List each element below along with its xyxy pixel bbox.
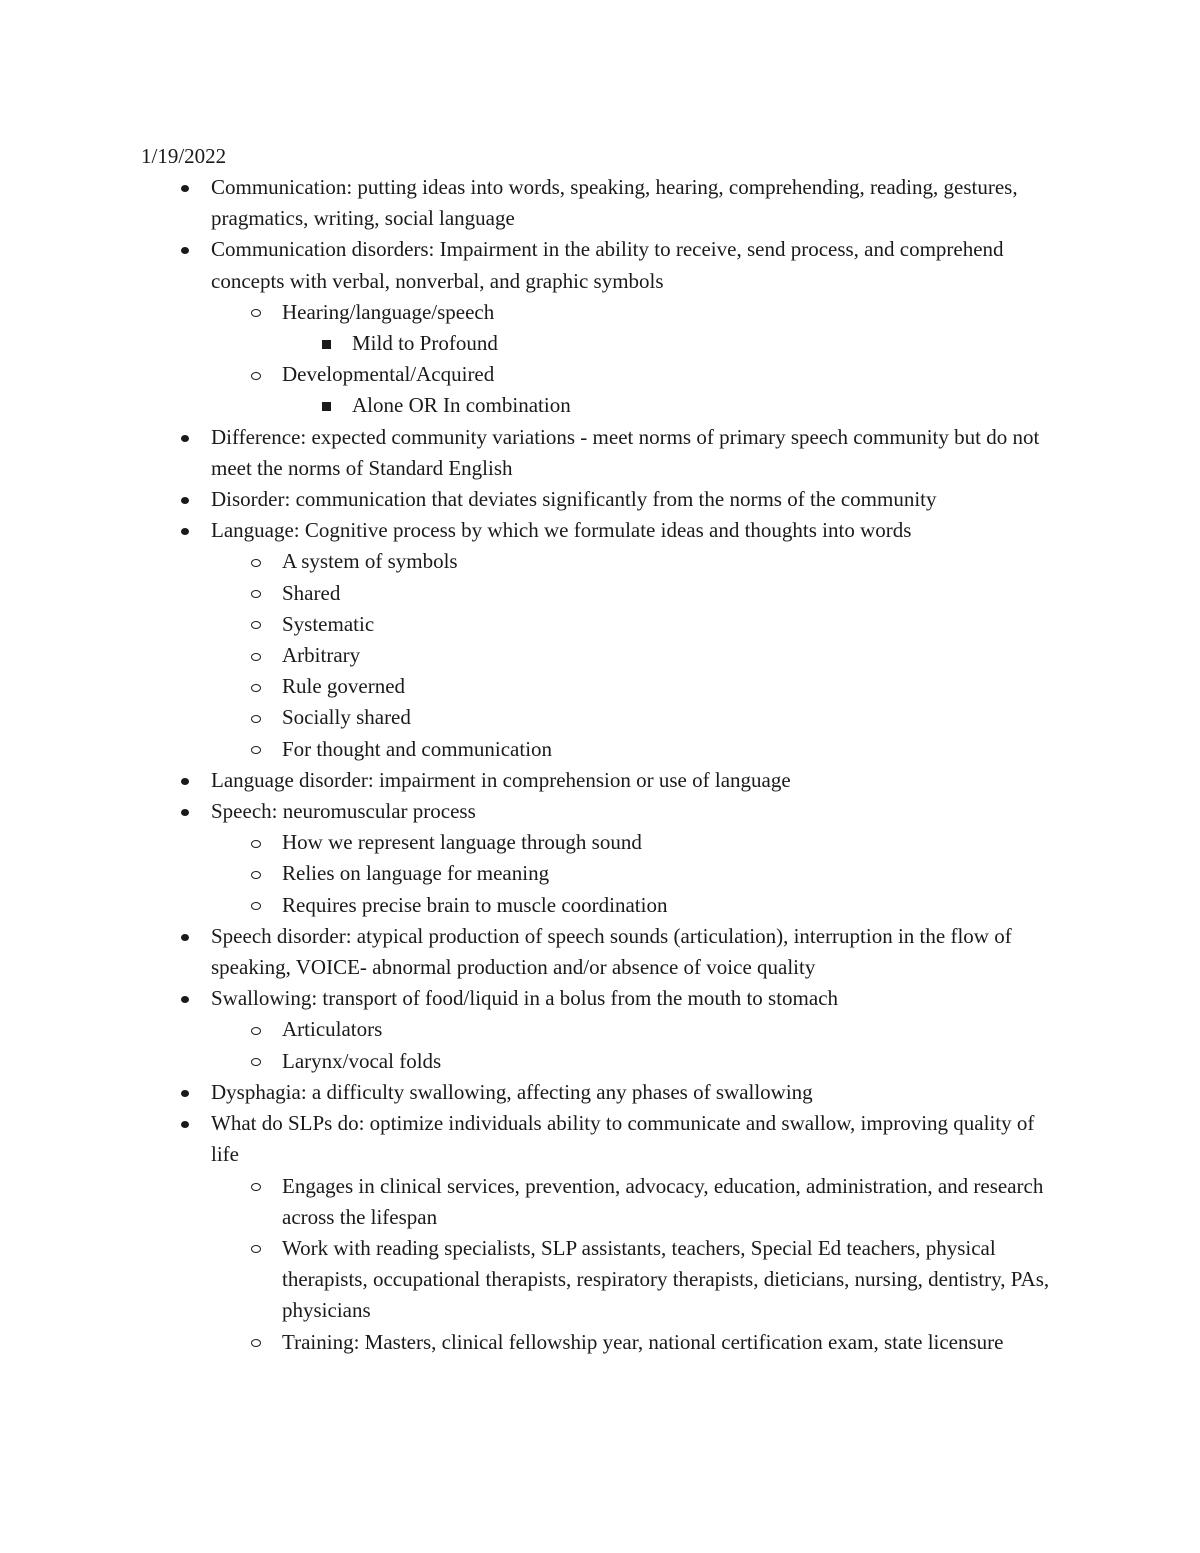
bullet-dot-icon [181,528,189,535]
bullet-circle-icon [251,1027,261,1035]
bullet-marker [249,827,263,858]
list-item-text: Shared [282,580,341,605]
bullet-circle-icon [251,746,261,754]
list-item-text: Larynx/vocal folds [282,1048,442,1073]
list-item-text: Difference: expected community variations - meet norms of primary speech community but do not meet the norms of Standard English [211,424,1040,480]
bullet-square-icon [322,402,331,411]
list-item [0,390,1052,421]
bullet-dot-icon [181,934,189,941]
bullet-dot-icon [181,185,189,192]
list-item-text: How we represent language through sound [282,830,642,855]
list-item-text: Relies on language for meaning [282,861,550,886]
bullet-dot-icon [181,809,189,816]
bullet-marker [249,702,263,733]
list-item [0,609,1062,640]
bullet-circle-icon [251,621,261,629]
bullet-marker [249,1014,263,1045]
bullet-circle-icon [251,372,261,380]
list-item [0,858,1062,889]
notes-list [0,172,1100,1358]
bullet-circle-icon [251,684,261,692]
bullet-circle-icon [251,715,261,723]
bullet-circle-icon [251,1245,261,1253]
list-item [0,640,1062,671]
bullet-marker [178,172,192,203]
list-item [0,734,1062,765]
note-date: 1/19/2022 [141,144,227,168]
bullet-circle-icon [251,590,261,598]
list-item [0,890,1062,921]
list-item-text: Communication: putting ideas into words, speaking, hearing, comprehending, reading, gestures, pragmatics, writing, social language [211,175,1018,231]
bullet-circle-icon [251,1339,261,1347]
bullet-circle-icon [251,1058,261,1066]
bullet-marker [249,609,263,640]
bullet-marker [249,297,263,328]
list-item [0,921,1061,983]
list-item-text: Requires precise brain to muscle coordination [282,892,668,917]
list-item-text: Swallowing: transport of food/liquid in a bolus from the mouth to stomach [211,986,839,1011]
bullet-circle-icon [251,559,261,567]
list-item [0,515,1061,546]
list-item [0,796,1061,827]
bullet-marker [319,390,333,421]
bullet-marker [249,640,263,671]
list-item [0,546,1062,577]
bullet-marker [249,1233,263,1264]
bullet-marker [178,422,192,453]
list-item [0,702,1062,733]
bullet-dot-icon [181,1121,189,1128]
bullet-marker [249,1046,263,1077]
bullet-dot-icon [181,1090,189,1097]
list-item [0,765,1061,796]
bullet-square-icon [322,340,331,349]
bullet-marker [249,1171,263,1202]
bullet-dot-icon [181,996,189,1003]
list-item-text: A system of symbols [282,549,458,574]
list-item-text: Mild to Profound [352,331,498,356]
bullet-marker [178,1108,192,1139]
list-item-text: Developmental/Acquired [282,362,495,387]
bullet-marker [178,515,192,546]
list-item-text: Socially shared [282,705,411,730]
bullet-marker [178,1077,192,1108]
bullet-dot-icon [181,435,189,442]
list-item-text: Training: Masters, clinical fellowship year, national certification exam, state licensure [282,1329,1004,1354]
list-item-text: Disorder: communication that deviates significantly from the norms of the community [211,487,937,512]
list-item [0,827,1062,858]
list-item [0,1327,1062,1358]
list-item-text: Speech disorder: atypical production of speech sounds (articulation), interruption in the flow of speaking, VOICE- abnormal production and/or absence of voice quality [211,923,1012,980]
list-item-text: Alone OR In combination [352,393,571,418]
list-item [0,484,1061,515]
list-item [0,1014,1062,1045]
bullet-circle-icon [251,902,261,910]
list-item-text: Communication disorders: Impairment in the ability to receive, send process, and comprehend concepts with verbal, nonverbal, and graphic symbols [211,237,1004,293]
list-item-text: Language disorder: impairment in comprehension or use of language [211,767,791,792]
list-item-text: Engages in clinical services, prevention, advocacy, education, administration, and research across the lifespan [282,1173,1044,1229]
bullet-marker [249,890,263,921]
list-item [0,1108,1061,1170]
bullet-marker [319,328,333,359]
bullet-marker [178,796,192,827]
bullet-circle-icon [251,309,261,317]
bullet-marker [249,359,263,390]
list-item [0,422,1061,484]
list-item-text: Rule governed [282,674,406,699]
bullet-marker [249,546,263,577]
bullet-marker [178,765,192,796]
list-item-text: Systematic [282,611,375,636]
list-item [0,578,1062,609]
list-item-text: Hearing/language/speech [282,299,495,324]
list-item-text: Articulators [282,1017,383,1042]
bullet-marker [249,671,263,702]
list-item [0,671,1062,702]
bullet-circle-icon [251,871,261,879]
bullet-marker [249,734,263,765]
bullet-dot-icon [181,778,189,785]
bullet-marker [178,921,192,952]
list-item [0,234,1061,296]
list-item [0,328,1052,359]
list-item [0,1233,1062,1327]
list-item-text: For thought and communication [282,736,553,761]
list-item [0,359,1062,390]
bullet-marker [249,1327,263,1358]
list-item [0,1077,1061,1108]
bullet-circle-icon [251,1183,261,1191]
list-item-text: Language: Cognitive process by which we formulate ideas and thoughts into words [211,518,912,543]
list-item-text: Arbitrary [282,643,361,668]
bullet-circle-icon [251,653,261,661]
list-item [0,1171,1062,1233]
bullet-marker [178,983,192,1014]
list-item [0,983,1061,1014]
list-item [0,297,1062,328]
bullet-marker [249,858,263,889]
bullet-marker [178,484,192,515]
bullet-circle-icon [251,840,261,848]
bullet-marker [249,578,263,609]
list-item-text: Dysphagia: a difficulty swallowing, affecting any phases of swallowing [211,1079,813,1104]
bullet-dot-icon [181,497,189,504]
list-item [0,172,1061,234]
list-item-text: Speech: neuromuscular process [211,799,476,824]
list-item-text: Work with reading specialists, SLP assistants, teachers, Special Ed teachers, physical therapists, occupational therapists, respiratory therapists, dieticians, nursing, dentistry, PAs, physicians [282,1235,1050,1323]
list-item-text: What do SLPs do: optimize individuals ability to communicate and swallow, improving quality of life [211,1111,1035,1167]
bullet-dot-icon [181,247,189,254]
bullet-marker [178,234,192,265]
list-item [0,1046,1062,1077]
